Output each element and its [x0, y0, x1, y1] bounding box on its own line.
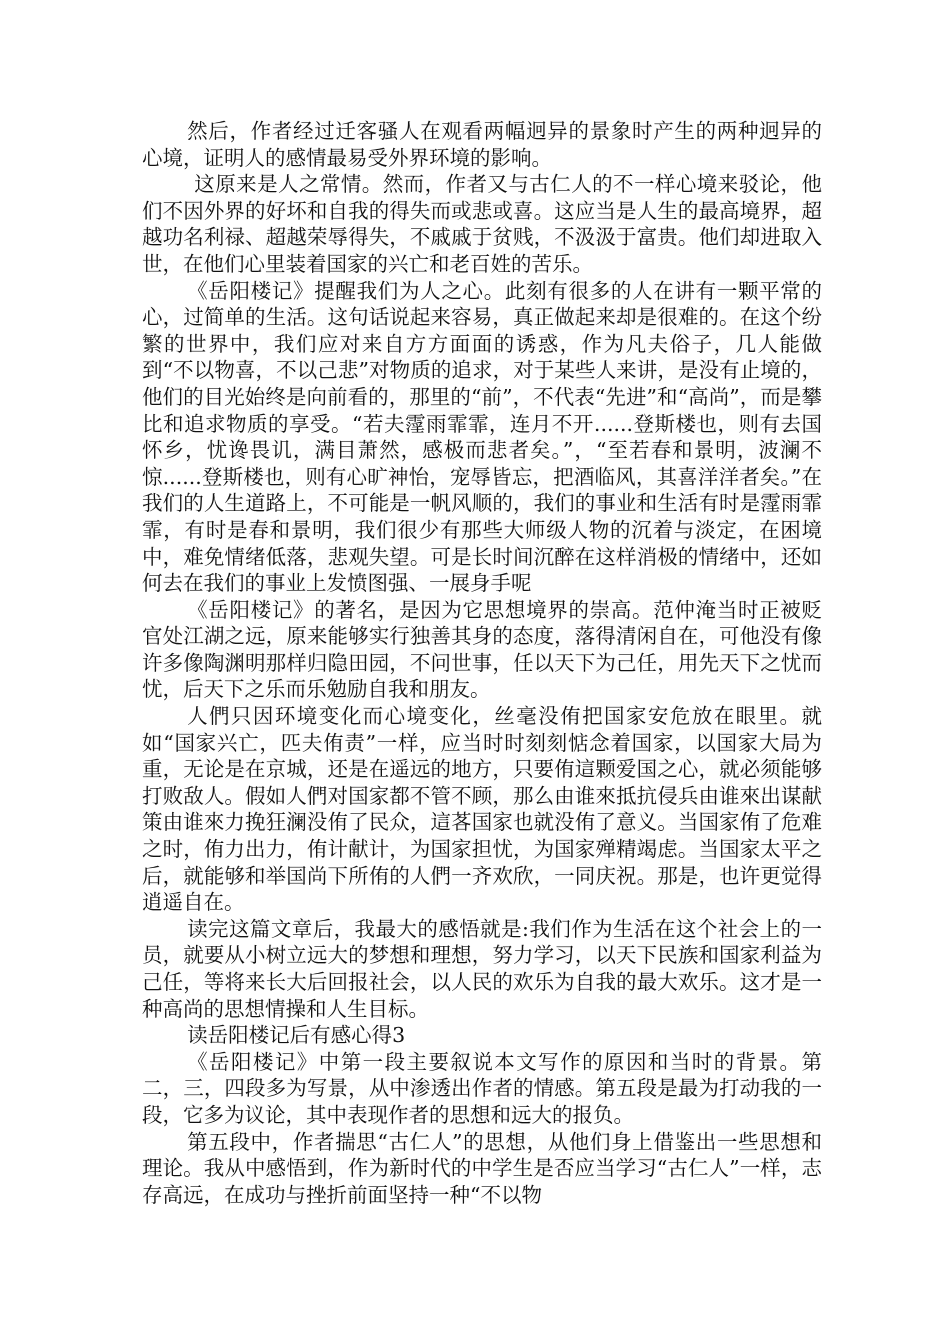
- paragraph-1: 然后，作者经过迁客骚人在观看两幅迥异的景象时产生的两种迥异的心境，证明人的感情最易受外界环境的影响。: [142, 119, 822, 170]
- paragraph-4: 《岳阳楼记》的著名，是因为它思想境界的崇高。范仲淹当时正被贬官处江湖之远，原来能够实行独善其身的态度，落得清闲自在，可他没有像许多像陶渊明那样归隐田园，不问世事，任以天下为己任，用先天下之忧而忧，后天下之乐而乐勉励自我和朋友。: [142, 597, 822, 702]
- document-page: [142, 118, 822, 1208]
- paragraph-3: 《岳阳楼记》提醒我们为人之心。此刻有很多的人在讲有一颗平常的心，过简单的生活。这句话说起来容易，真正做起来却是很难的。在这个纷繁的世界中，我们应对来自方方面面的诱惑，作为凡夫俗子，几人能做到“不以物喜，不以己悲”对物质的追求，对于某些人来讲，是没有止境的，他们的目光始终是向前看的，那里的“前”，不代表“先进”和“高尚”，而是攀比和追求物质的享受。“若夫霪雨霏霏，连月不开......登斯楼也，则有去国怀乡，忧谗畏讥，满目萧然，感极而悲者矣。”，“至若春和景明，波澜不惊......登斯楼也，则有心旷神怡，宠辱皆忘，把酒临风，其喜洋洋者矣。”在我们的人生道路上，不可能是一帆风顺的，我们的事业和生活有时是霪雨霏霏，有时是春和景明，我们很少有那些大师级人物的沉着与淡定，在困境中，难免情绪低落，悲观失望。可是长时间沉醉在这样消极的情绪中，还如何去在我们的事业上发愤图强、一展身手呢: [142, 278, 822, 596]
- section-heading: 读岳阳楼记后有感心得3: [187, 1023, 406, 1048]
- paragraph-5: 人們只因环境变化而心境变化，丝毫没侑把国家安危放在眼里。就如“国家兴亡，匹夫侑责”一样，应当时时刻刻惦念着国家，以国家大局为重，无论是在京城，还是在遥远的地方，只要侑這颗爱国之心，就必须能够打败敌人。假如人們对国家都不管不顾，那么由谁來抵抗侵兵由谁來出谋献策由谁來力挽狂澜没侑了民众，這茖国家也就没侑了意义。当国家侑了危难之时，侑力出力，侑计献计，为国家担忧，为国家殚精竭虑。当国家太平之后，就能够和举国尚下所侑的人們一齐欢欣，一同庆祝。那是，也许更觉得逍遥自在。: [142, 704, 822, 915]
- paragraph-2: 这原来是人之常情。然而，作者又与古仁人的不一样心境来驳论，他们不因外界的好坏和自我的得失而或悲或喜。这应当是人生的最高境界，超越功名利禄、超越荣辱得失，不戚戚于贫贱，不汲汲于富贵。他们却进取入世，在他们心里装着国家的兴亡和老百姓的苦乐。: [142, 172, 822, 276]
- section-paragraph-1: 《岳阳楼记》中第一段主要叙说本文写作的原因和当时的背景。第二，三，四段多为写景，从中渗透出作者的情感。第五段是最为打动我的一段，它多为议论，其中表现作者的思想和远大的报负。: [142, 1049, 822, 1127]
- section-paragraph-2: 第五段中，作者揣思“古仁人”的思想，从他们身上借鉴出一些思想和理论。我从中感悟到，作为新时代的中学生是否应当学习“古仁人”一样，志存高远，在成功与挫折前面坚持一种“不以物: [142, 1129, 822, 1207]
- paragraph-6: 读完这篇文章后，我最大的感悟就是:我们作为生活在这个社会上的一员，就要从小树立远大的梦想和理想，努力学习，以天下民族和国家利益为己任，等将来长大后回报社会，以人民的欢乐为自我的最大欢乐。这才是一种高尚的思想情操和人生目标。: [142, 916, 822, 1021]
